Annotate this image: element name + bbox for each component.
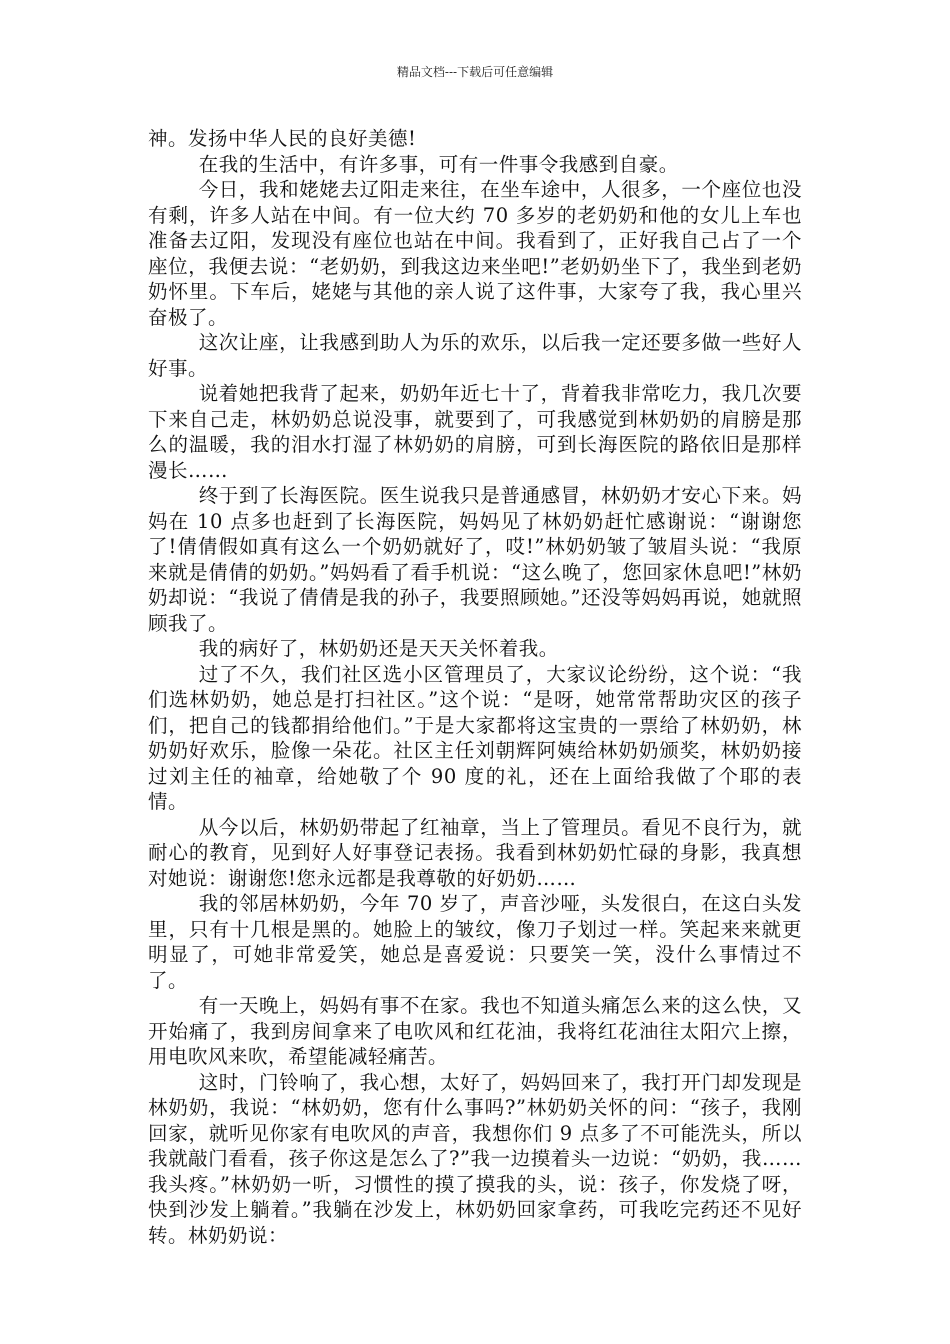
paragraph: 终于到了长海医院。医生说我只是普通感冒，林奶奶才安心下来。妈妈在 10 点多也赶到了长海医院，妈妈见了林奶奶赶忙感谢说：“谢谢您了!倩倩假如真有这么一个奶奶就好了，哎!”林奶奶皱了皱眉头说：“我原来就是倩倩的奶奶。”妈妈看了看手机说：“这么晚了，您回家休息吧!”林奶奶却说：“我说了倩倩是我的孙子，我要照顾她。”还没等妈妈再说，她就照顾我了。 <box>148 484 802 635</box>
body-text <box>148 126 802 1248</box>
paragraph: 我的病好了，林奶奶还是天天关怀着我。 <box>198 637 559 660</box>
paragraph: 今日，我和姥姥去辽阳走来往，在坐车途中，人很多，一个座位也没有剩，许多人站在中间。有一位大约 70 多岁的老奶奶和他的女儿上车也准备去辽阳，发现没有座位也站在中间。我看到了，正好我自己占了一个座位，我便去说：“老奶奶，到我这边来坐吧!”老奶奶坐下了，我坐到老奶奶怀里。下车后，姥姥与其他的亲人说了这件事，大家夸了我，我心里兴奋极了。 <box>148 178 802 329</box>
paragraph: 过了不久，我们社区选小区管理员了，大家议论纷纷，这个说：“我们选林奶奶，她总是打扫社区。”这个说：“是呀，她常常帮助灾区的孩子们，把自己的钱都捐给他们。”于是大家都将这宝贵的一票给了林奶奶，林奶奶好欢乐，脸像一朵花。社区主任刘朝辉阿姨给林奶奶颁奖，林奶奶接过刘主任的袖章，给她敬了个 90 度的礼，还在上面给我做了个耶的表情。 <box>148 662 802 813</box>
paragraph: 有一天晚上，妈妈有事不在家。我也不知道头痛怎么来的这么快，又开始痛了，我到房间拿来了电吹风和红花油，我将红花油往太阳穴上擦，用电吹风来吹，希望能减轻痛苦。 <box>148 994 802 1068</box>
page-header: 精品文档---下载后可任意编辑 <box>396 65 554 79</box>
paragraph: 在我的生活中，有许多事，可有一件事令我感到自豪。 <box>198 152 679 176</box>
paragraph: 我的邻居林奶奶，今年 70 岁了，声音沙哑，头发很白，在这白头发里，只有十几根是黑的。她脸上的皱纹，像刀子划过一样。笑起来来就更明显了，可她非常爱笑，她总是喜爱说：只要笑一笑，没什么事情过不了。 <box>148 892 802 992</box>
paragraph: 神。发扬中华人民的良好美德! <box>148 127 417 150</box>
paragraph: 说着她把我背了起来，奶奶年近七十了，背着我非常吃力，我几次要下来自己走，林奶奶总说没事，就要到了，可我感觉到林奶奶的肩膀是那么的温暖，我的泪水打湿了林奶奶的肩膀，可到长海医院的路依旧是那样漫长…… <box>148 382 802 482</box>
paragraph: 从今以后，林奶奶带起了红袖章，当上了管理员。看见不良行为，就耐心的教育，见到好人好事登记表扬。我看到林奶奶忙碌的身影，我真想对她说：谢谢您!您永远都是我尊敬的好奶奶…… <box>148 815 802 890</box>
paragraph: 这时，门铃响了，我心想，太好了，妈妈回来了，我打开门却发现是林奶奶，我说：“林奶奶，您有什么事吗?”林奶奶关怀的问：“孩子，我刚回家，就听见你家有电吹风的声音，我想你们 9 点多了不可能洗头，所以我就敲门看看，孩子你这是怎么了?”我一边摸着头一边说：“奶奶，我……我头疼。”林奶奶一听，习惯性的摸了摸我的头，说：孩子，你发烧了呀，快到沙发上躺着。”我躺在沙发上，林奶奶回家拿药，可我吃完药还不见好转。林奶奶说： <box>148 1070 802 1247</box>
paragraph: 这次让座，让我感到助人为乐的欢乐，以后我一定还要多做一些好人好事。 <box>148 331 802 380</box>
